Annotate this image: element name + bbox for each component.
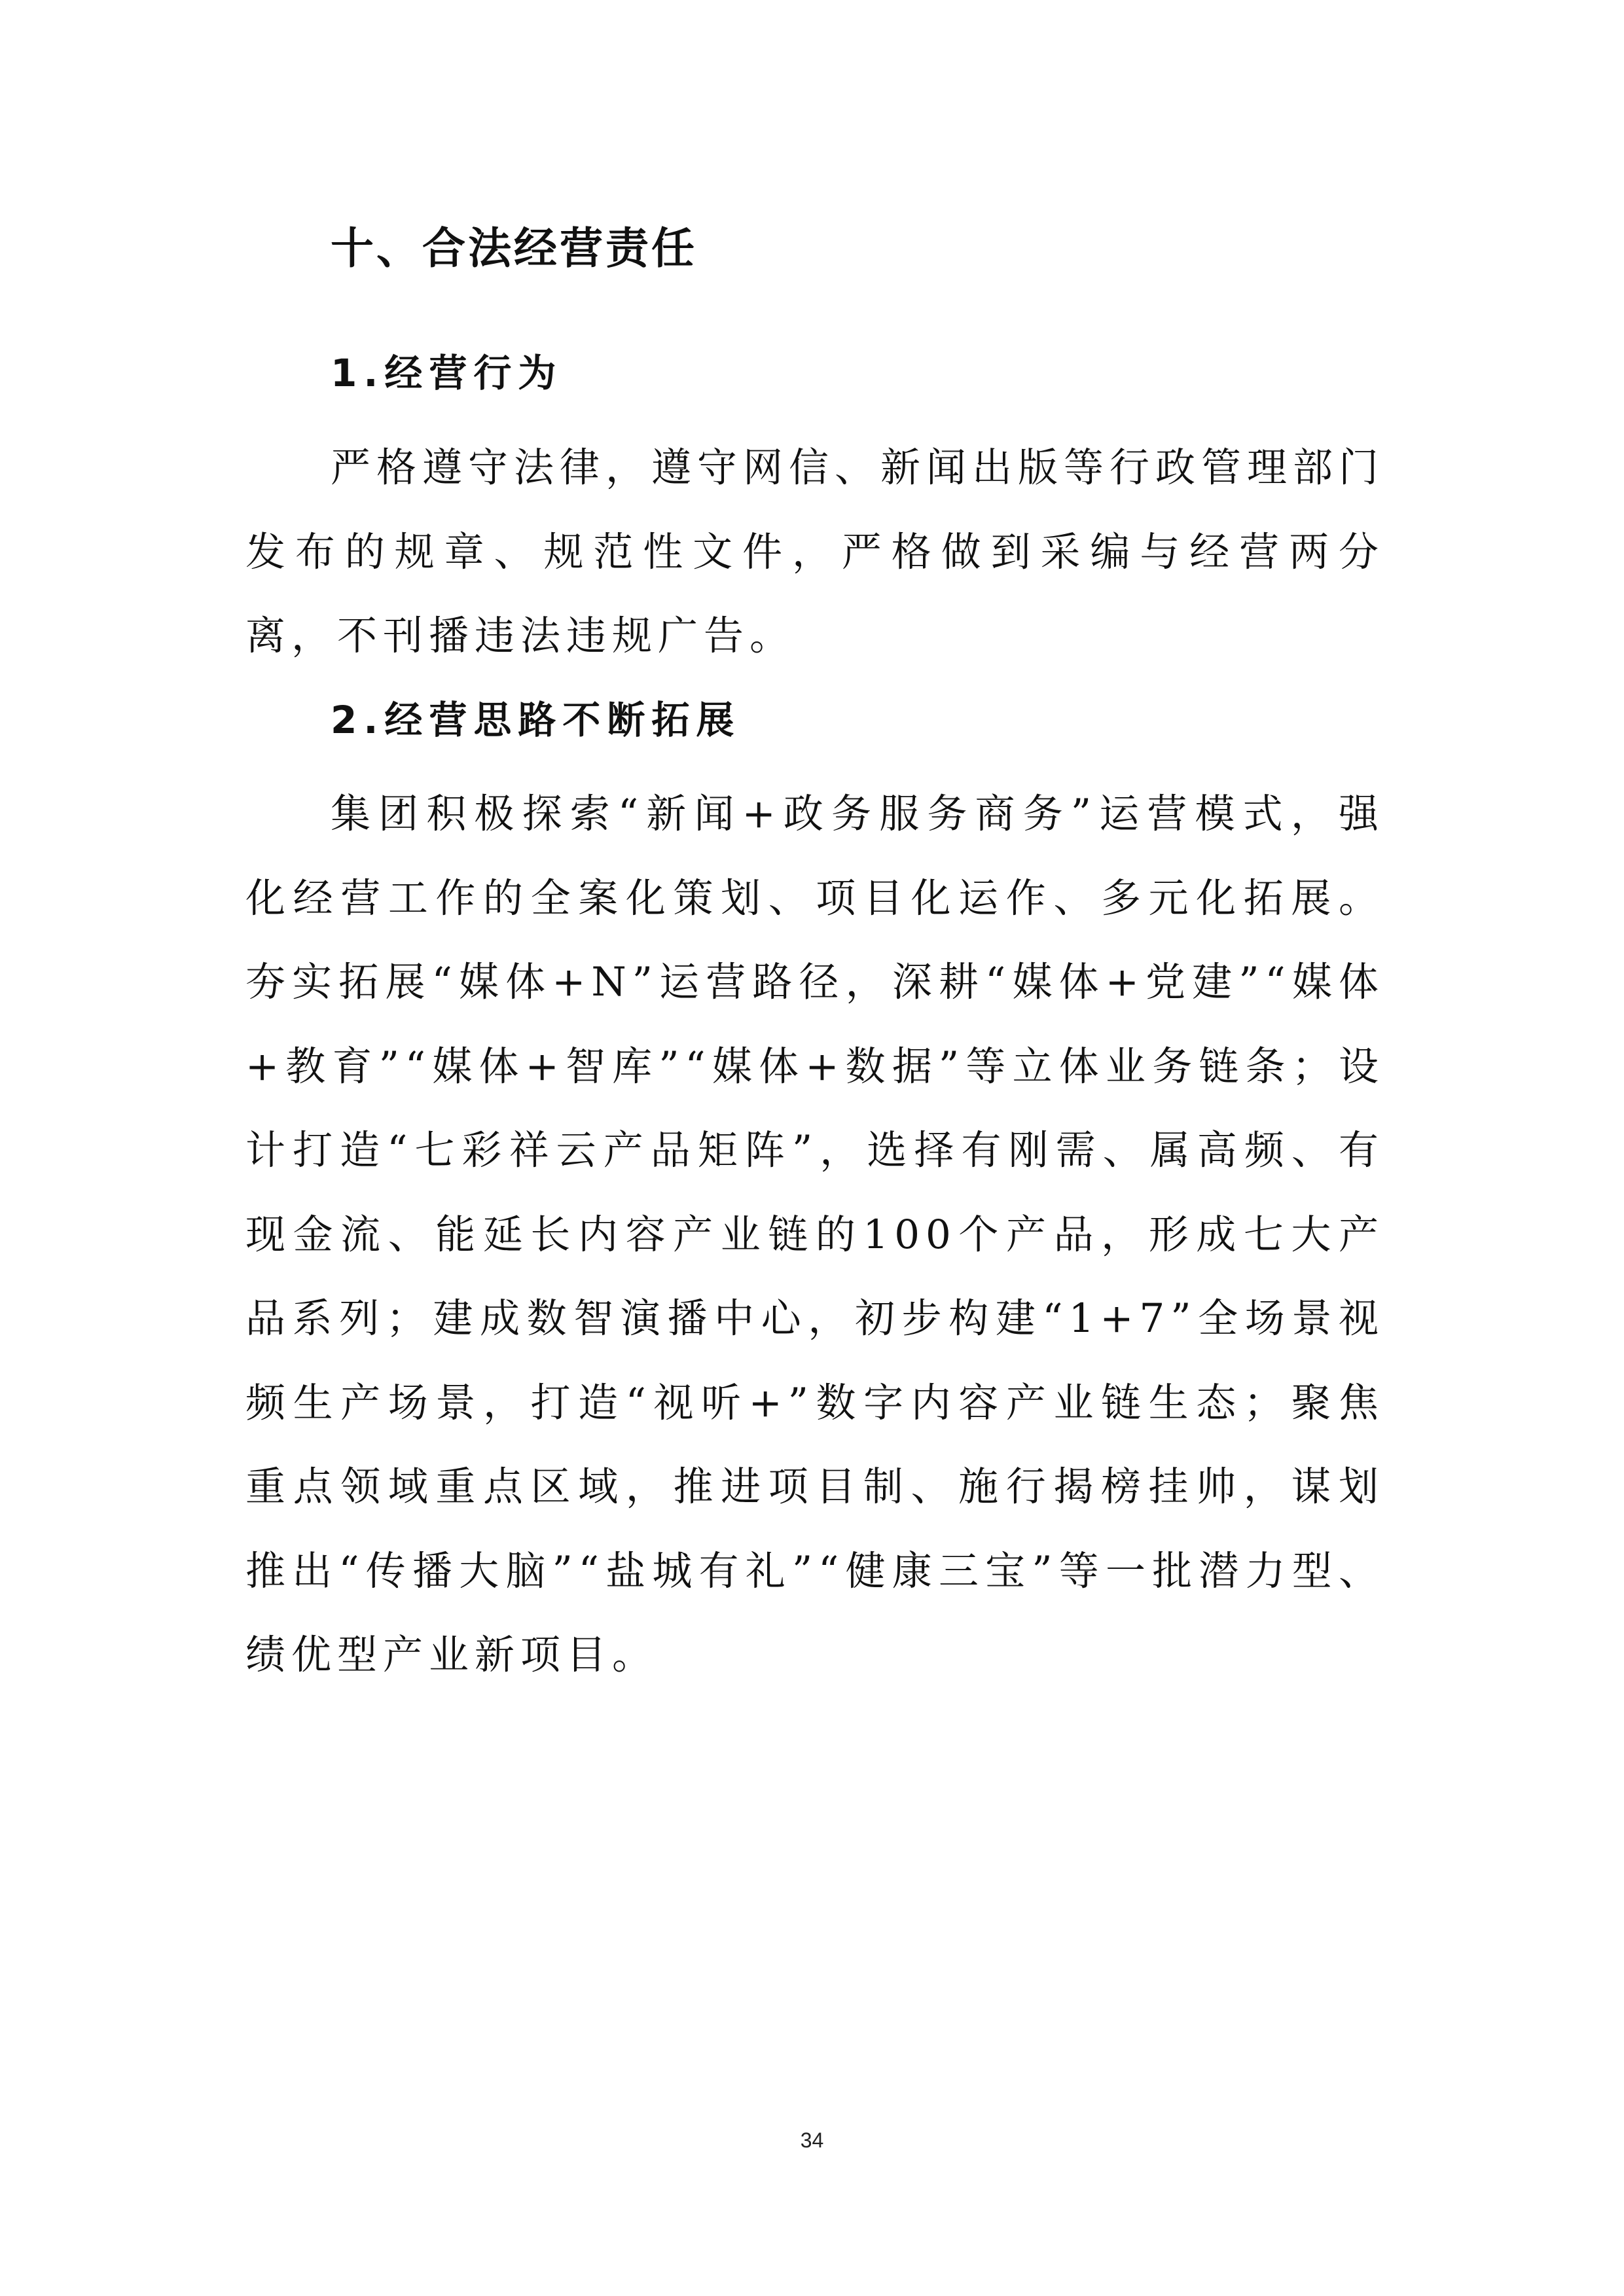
- section-heading: 十、合法经营责任: [331, 223, 697, 274]
- subsection-heading-business-conduct: 1.经营行为: [331, 351, 563, 395]
- subsection-heading-business-expansion: 2.经营思路不断拓展: [331, 698, 741, 742]
- page-number: 34: [800, 2128, 824, 2152]
- paragraph-business-conduct: 严格遵守法律，遵守网信、新闻出版等行政管理部门发布的规章、规范性文件，严格做到采编与经营两分离，不刊播违法违规广告。: [245, 444, 1385, 659]
- paragraph-business-expansion: 集团积极探索“新闻+政务服务商务”运营模式，强化经营工作的全案化策划、项目化运作、多元化拓展。夯实拓展“媒体+N”运营路径，深耕“媒体+党建”“媒体+教育”“媒体+智库”“媒体+数据”等立体业务链条；设计打造“七彩祥云产品矩阵”，选择有刚需、属高频、有现金流、能延长内容产业链的100个产品，形成七大产品系列；建成数智演播中心，初步构建“1+7”全场景视频生产场景，打造“视听+”数字内容产业链生态；聚焦重点领域重点区域，推进项目制、施行揭榜挂帅，谋划推出“传播大脑”“盐城有礼”“健康三宝”等一批潜力型、绩优型产业新项目。: [245, 791, 1384, 1678]
